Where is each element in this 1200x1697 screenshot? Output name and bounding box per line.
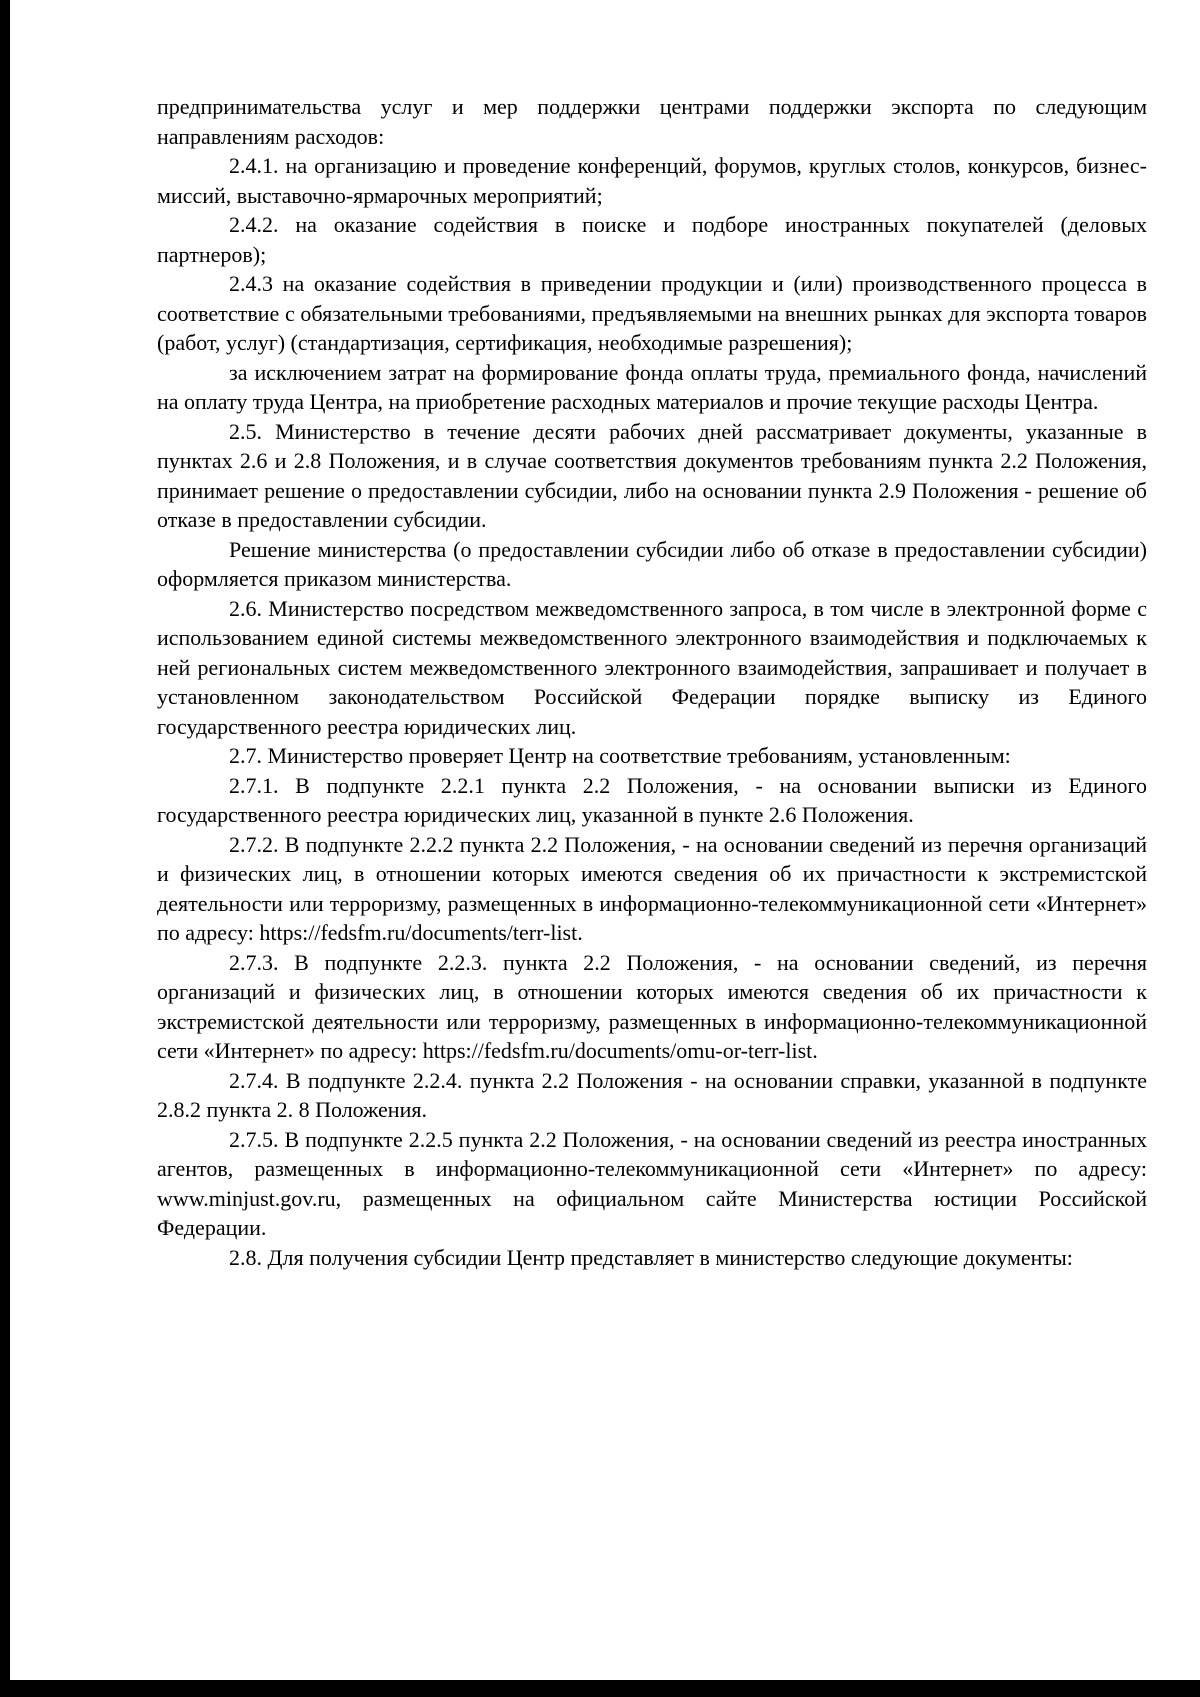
scan-border-bottom [0,1680,1200,1697]
paragraph-15: 2.8. Для получения субсидии Центр представляет в министерство следующие документы: [229,1244,1073,1270]
paragraph-10: 2.7.1. В подпункте 2.2.1 пункта 2.2 Положения, - на основании выписки из Единого государственного реестра юридических лиц, указанной в пункте 2.6 Положения. [157,772,1147,827]
paragraph-6: 2.5. Министерство в течение десяти рабочих дней рассматривает документы, указанные в пунктах 2.6 и 2.8 Положения, и в случае соответствия документов требованиям пункта 2.2 Положения, принимает решение о предоставлении субсидии, либо на основании пункта 2.9 Положения - решение об отказе в предоставлении субсидии. [157,418,1147,532]
paragraph-12: 2.7.3. В подпункте 2.2.3. пункта 2.2 Положения, - на основании сведений, из перечня организаций и физических лиц, в отношении которых имеются сведения об их причастности к экстремистской деятельности или терроризму, размещенных в информационно-телекоммуникационной сети «Интернет» по адресу: https://fedsfm.ru/documents/omu-or-terr-list. [157,949,1147,1063]
paragraph-5: за исключением затрат на формирование фонда оплаты труда, премиального фонда, начислений на оплату труда Центра, на приобретение расходных материалов и прочие текущие расходы Центра. [157,359,1147,414]
document-page [157,92,1147,1272]
paragraph-1: предпринимательства услуг и мер поддержки центрами поддержки экспорта по следующим направлениям расходов: [157,94,1147,149]
scan-border-left [0,0,10,1697]
paragraph-2: 2.4.1. на организацию и проведение конференций, форумов, круглых столов, конкурсов, бизнес-миссий, выставочно-ярмарочных мероприятий; [157,153,1147,208]
paragraph-7: Решение министерства (о предоставлении субсидии либо об отказе в предоставлении субсидии) оформляется приказом министерства. [157,536,1147,591]
paragraph-11: 2.7.2. В подпункте 2.2.2 пункта 2.2 Положения, - на основании сведений из перечня организаций и физических лиц, в отношении которых имеются сведения об их причастности к экстремистской деятельности или терроризму, размещенных в информационно-телекоммуникационной сети «Интернет» по адресу: https://fedsfm.ru/documents/terr-list. [157,831,1147,945]
paragraph-4: 2.4.3 на оказание содействия в приведении продукции и (или) производственного процесса в соответствие с обязательными требованиями, предъявляемыми на внешних рынках для экспорта товаров (работ, услуг) (стандартизация, сертификация, необходимые разрешения); [157,271,1147,355]
paragraph-9: 2.7. Министерство проверяет Центр на соответствие требованиям, установленным: [229,743,1011,768]
paragraph-3: 2.4.2. на оказание содействия в поиске и подборе иностранных покупателей (деловых партнеров); [157,212,1147,267]
paragraph-14: 2.7.5. В подпункте 2.2.5 пункта 2.2 Положения, - на основании сведений из реестра иностранных агентов, размещенных в информационно-телекоммуникационной сети «Интернет» по адресу: www.minjust.gov.ru, размещенных на официальном сайте Министерства юстиции Российской Федерации. [157,1126,1147,1240]
paragraph-13: 2.7.4. В подпункте 2.2.4. пункта 2.2 Положения - на основании справки, указанной в подпункте 2.8.2 пункта 2. 8 Положения. [157,1067,1147,1122]
paragraph-8: 2.6. Министерство посредством межведомственного запроса, в том числе в электронной форме с использованием единой системы межведомственного электронного взаимодействия и подключаемых к ней региональных систем межведомственного электронного взаимодействия, запрашивает и получает в установленном законодательством Российской Федерации порядке выписку из Единого государственного реестра юридических лиц. [157,595,1147,739]
